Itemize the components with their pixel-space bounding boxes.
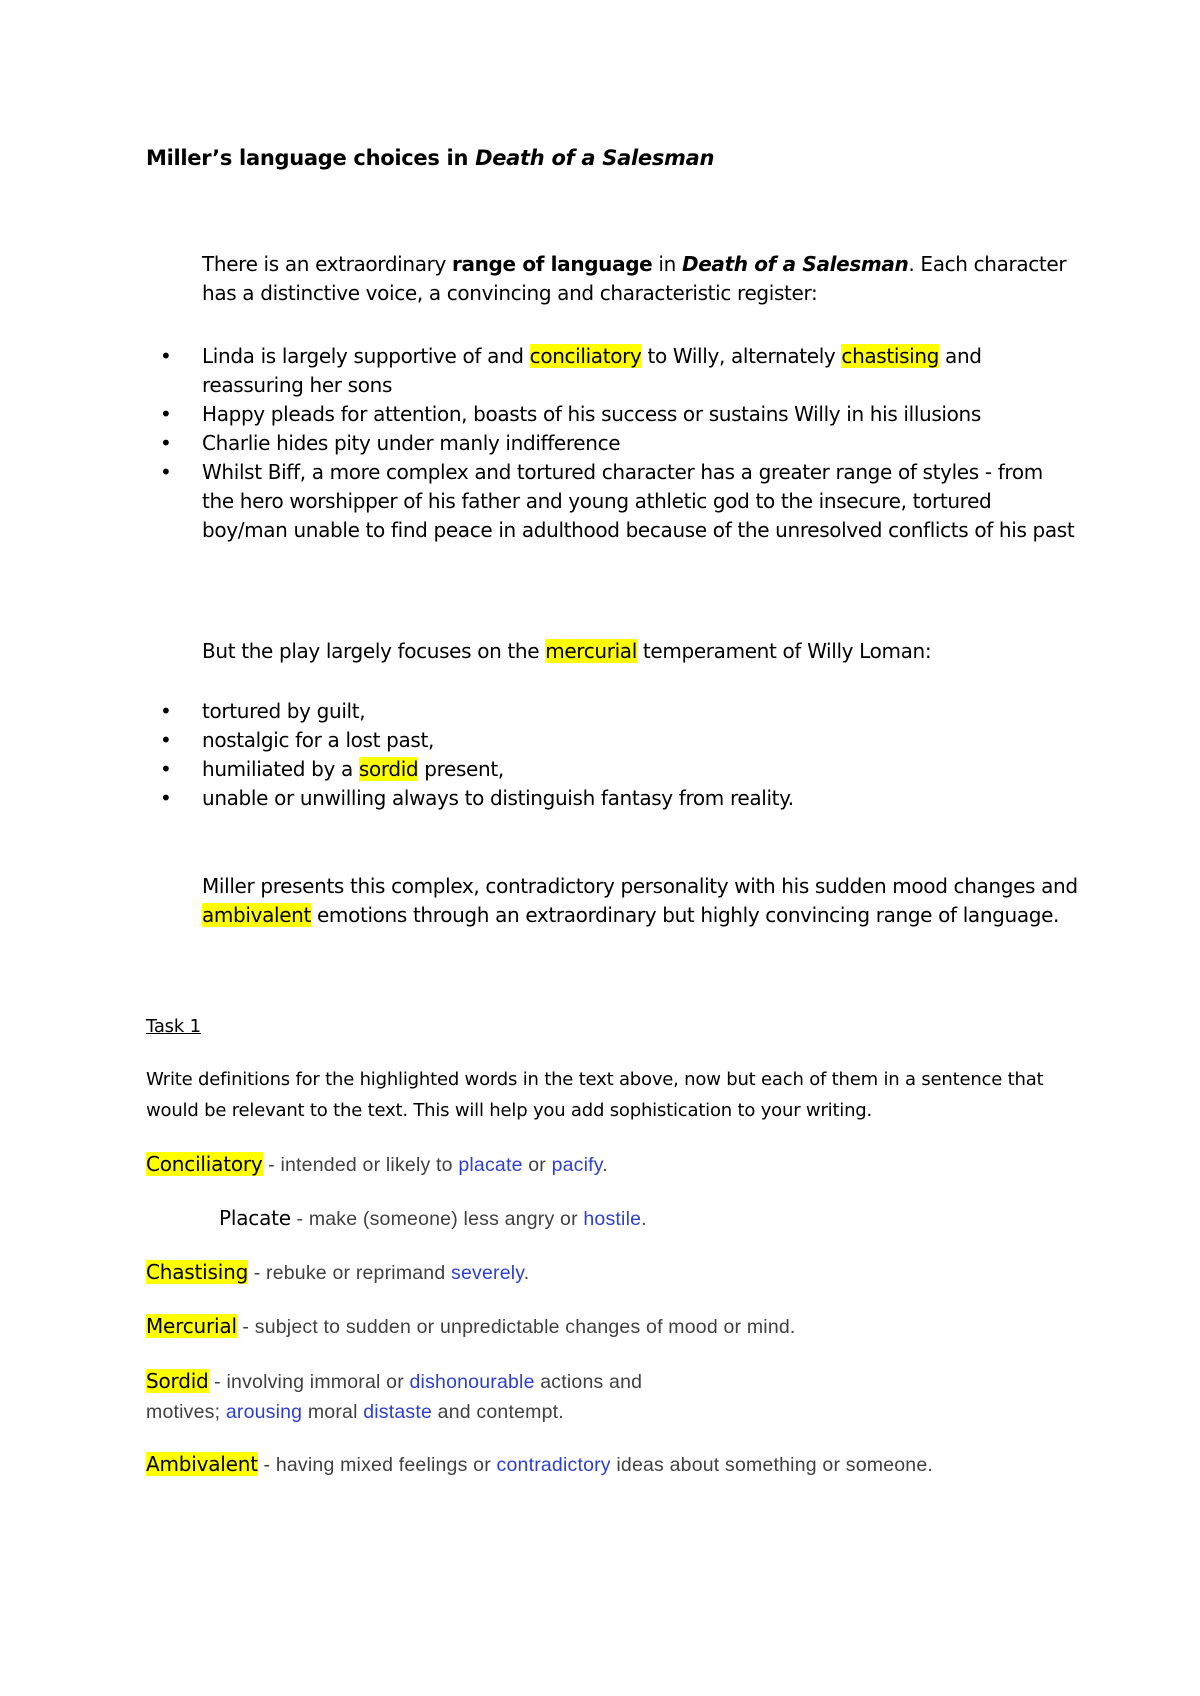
list-item: • humiliated by a sordid present, [160, 755, 1080, 784]
bullet-icon: • [160, 344, 172, 368]
document-title: Miller’s language choices in Death of a Salesman [146, 146, 715, 170]
list-item: • unable or unwilling always to distinguish fantasy from reality. [160, 784, 1080, 813]
intro-paragraph: There is an extraordinary range of language in Death of a Salesman. Each character has a distinctive voice, a convincing and characteristic register: [202, 252, 1067, 305]
title-play-name: Death of a Salesman [475, 146, 715, 170]
definition-conciliatory: Conciliatory - intended or likely to placate or pacify. [146, 1152, 608, 1176]
list-item: • nostalgic for a lost past, [160, 726, 1080, 755]
willy-traits-list [160, 697, 1080, 813]
bullet-icon: • [160, 431, 172, 455]
term-conciliatory: Conciliatory [146, 1152, 263, 1176]
bullet-icon: • [160, 728, 172, 752]
term-chastising: Chastising [146, 1260, 249, 1284]
definition-sordid: Sordid - involving immoral or dishonourable actions and motives; arousing moral distaste and contempt. [146, 1369, 643, 1423]
link-pacify[interactable]: pacify [551, 1154, 603, 1176]
bullet-icon: • [160, 460, 172, 484]
intro-bold-phrase: range of language [451, 252, 653, 276]
link-hostile[interactable]: hostile [583, 1208, 642, 1230]
closing-paragraph: Miller presents this complex, contradictory personality with his sudden mood changes and ambivalent emotions through an extraordinary but highly convincing range of language. [202, 874, 1078, 927]
highlight-chastising: chastising [841, 344, 940, 368]
list-item: • Whilst Biff, a more complex and tortured character has a greater range of styles - from the hero worshipper of his father and young athletic god to the insecure, tortured boy/man unable to find peace in adulthood because of the unresolved conflicts of his past [160, 460, 1075, 542]
intro-play-name: Death of a Salesman [681, 252, 909, 276]
link-contradictory[interactable]: contradictory [496, 1454, 611, 1476]
highlight-mercurial: mercurial [545, 639, 637, 663]
definition-mercurial: Mercurial - subject to sudden or unpredictable changes of mood or mind. [146, 1314, 796, 1338]
list-item: • tortured by guilt, [160, 697, 1080, 726]
term-sordid: Sordid [146, 1369, 209, 1393]
link-arousing[interactable]: arousing [225, 1401, 303, 1423]
link-distaste[interactable]: distaste [363, 1401, 433, 1423]
term-mercurial: Mercurial [146, 1314, 237, 1338]
bullet-icon: • [160, 786, 172, 810]
definition-ambivalent: Ambivalent - having mixed feelings or contradictory ideas about something or someone. [146, 1452, 934, 1476]
list-item: • Happy pleads for attention, boasts of his success or sustains Willy in his illusions [160, 400, 1080, 429]
character-list [160, 342, 1080, 545]
bullet-icon: • [160, 402, 172, 426]
highlight-ambivalent: ambivalent [202, 903, 311, 927]
term-placate: Placate [219, 1206, 291, 1230]
link-severely[interactable]: severely [451, 1262, 524, 1284]
bullet-icon: • [160, 757, 172, 781]
link-dishonourable[interactable]: dishonourable [409, 1371, 535, 1393]
definition-placate: Placate - make (someone) less angry or hostile. [219, 1206, 647, 1230]
willy-paragraph: But the play largely focuses on the mercurial temperament of Willy Loman: [202, 639, 932, 663]
highlight-sordid: sordid [358, 757, 419, 781]
list-item: • Charlie hides pity under manly indifference [160, 429, 1080, 458]
highlight-conciliatory: conciliatory [529, 344, 642, 368]
bullet-icon: • [160, 699, 172, 723]
definition-chastising: Chastising - rebuke or reprimand severely. [146, 1260, 530, 1284]
link-placate[interactable]: placate [458, 1154, 523, 1176]
task-heading: Task 1 [146, 1016, 201, 1037]
task-instructions: Write definitions for the highlighted words in the text above, now but each of them in a sentence that would be relevant to the text. This will help you add sophistication to your writing. [146, 1069, 1044, 1121]
term-ambivalent: Ambivalent [146, 1452, 258, 1476]
list-item: • Linda is largely supportive of and conciliatory to Willy, alternately chastising and reassuring her sons [160, 344, 982, 397]
